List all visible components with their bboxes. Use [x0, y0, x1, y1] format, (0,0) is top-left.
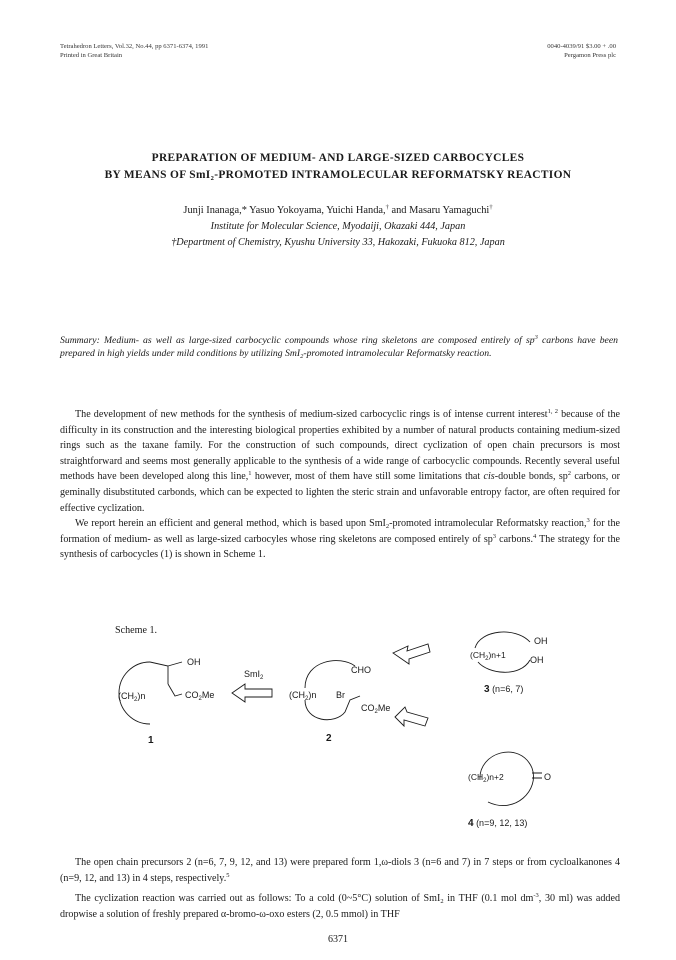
- dagger-mark: †: [385, 204, 389, 211]
- p1-sup-c: 2: [567, 470, 572, 478]
- authors-text: Junji Inanaga,* Yasuo Yokoyama, Yuichi Handa,: [183, 205, 386, 216]
- p2-sup-b: 3: [492, 532, 497, 540]
- paragraph-2: [60, 516, 620, 563]
- summary-label: Summary:: [60, 335, 100, 346]
- compound-1-oh: OH: [187, 657, 201, 667]
- p1-cis: cis: [483, 471, 495, 483]
- p2-text-e: The strategy for the synthesis of carbocycles (1) is shown in Scheme 1.: [60, 533, 620, 561]
- paragraph-4: [60, 891, 620, 922]
- summary: [60, 334, 618, 360]
- title-line-1: PREPARATION OF MEDIUM- AND LARGE-SIZED CARBOCYCLES: [151, 152, 525, 164]
- p2-text-c: for the formation of medium- as well as large-sized carbocyles whose ring skeletons are composed entirely of sp: [60, 518, 620, 545]
- p1-ref-a: 1, 2: [547, 408, 558, 415]
- p1-ref-b: 1: [248, 470, 252, 478]
- compound-2-ring-label: $(CH_2)n$: [289, 690, 317, 702]
- p2-text-d: carbons.: [496, 533, 534, 545]
- reaction-scheme: [0, 600, 676, 870]
- issn-price: 0040-4039/91 $3.00 + .00: [547, 43, 616, 50]
- p1-text-a: The development of new methods for the synthesis of medium-sized carbocyclic rings is of intense current interest: [75, 409, 548, 420]
- paragraph-3: [60, 855, 620, 886]
- summary-text-1: Medium- as well as large-sized carbocyclic compounds whose ring skeletons are composed entirely of sp: [99, 335, 535, 346]
- compound-1-ester: $CO_2Me$: [185, 690, 215, 702]
- summary-sub: 2: [300, 353, 304, 360]
- compound-1-number: 1: [148, 735, 154, 746]
- p4-text-b: in THF (0.1 mol dm: [443, 893, 534, 904]
- p4-text-a: The cyclization reaction was carried out as follows: To a cold (0~5°C) solution of SmI: [75, 893, 441, 904]
- summary-text-2: carbons have been prepared in high yields under mild conditions by utilizing SmI: [60, 335, 618, 359]
- body-continued: [60, 855, 620, 886]
- compound-3-oh-top: OH: [534, 636, 548, 646]
- compound-1-bonds: [150, 662, 182, 696]
- p2-text-b: -promoted intramolecular Reformatsky reaction,: [389, 518, 587, 530]
- title-line-2-end: -PROMOTED INTRAMOLECULAR REFORMATSKY REACTION: [214, 169, 572, 181]
- compound-2-br: Br: [336, 690, 345, 700]
- compound-3-ring-label: $(CH_2)n+1$: [470, 650, 506, 662]
- p1-text-c: however, most of them have still some limitations that: [251, 471, 484, 483]
- paragraph-1: [60, 407, 620, 516]
- scheme-label: Scheme 1.: [115, 625, 158, 636]
- affiliation-2: †Department of Chemistry, Kyushu University 33, Hakozaki, Fukuoka 812, Japan: [171, 237, 505, 248]
- body-intro: [60, 407, 620, 563]
- summary-sup: 3: [534, 334, 538, 341]
- compound-3-oh-bottom: OH: [530, 655, 544, 665]
- compound-2-chain-top: [305, 661, 355, 688]
- p2-ref-c: 4: [533, 532, 537, 540]
- paper-title: [40, 150, 636, 184]
- author-list: [40, 203, 636, 218]
- compound-2-number: 2: [326, 733, 332, 744]
- journal-header-left: [60, 42, 208, 60]
- p1-text-b: because of the difficulty in its construction and the interesting biological properties exhibited by a number of natural products containing medium-sized rings such as the taxane family. For the construction of such compounds, direct cyclization of open chain precursors is most straightforward and seems most generally applicable to the synthesis of a wide range of carbocyclic compounds. Recently several useful methods have been developed along this line,: [60, 409, 620, 483]
- p1-text-d: -double bonds, sp: [494, 471, 568, 483]
- p4-sup-a: -3: [533, 892, 539, 899]
- arrow-from-3: [393, 644, 430, 664]
- p2-ref-a: 3: [586, 517, 590, 525]
- compound-2-ester: $CO_2Me$: [361, 703, 391, 715]
- publisher: Pergamon Press plc: [564, 52, 616, 59]
- compound-1-ring-label: $(CH_2)n$: [118, 691, 146, 703]
- authors-last: and Masaru Yamaguchi: [388, 205, 490, 216]
- body-continued-2: [60, 891, 620, 922]
- p1-text-e: carbons, or geminally disubstituted carbonds, which can be expected to lighten the steric strain and unfavorable entropy factor, are often required for effective cyclization.: [60, 471, 620, 514]
- compound-4-ring-label: $(CH_2)n+2$: [468, 772, 504, 784]
- arrow-from-4: [395, 707, 428, 726]
- p3-ref: 5: [226, 871, 230, 879]
- journal-header-right: [547, 42, 616, 60]
- compound-3-ring-top: [475, 632, 530, 648]
- compound-4-oxygen: O: [544, 772, 552, 782]
- journal-citation: Tetrahedron Letters, Vol.32, No.44, pp 6371-6374, 1991: [60, 43, 209, 50]
- dagger-mark-2: †: [489, 204, 493, 211]
- title-line-2: [40, 167, 636, 184]
- reagent-label: SmI$_2$: [244, 669, 264, 681]
- page-number: 6371: [328, 934, 348, 945]
- compound-3-caption: 3 (n=6, 7): [484, 684, 524, 695]
- summary-text-3: -promoted intramolecular Reformatsky reaction.: [303, 348, 492, 359]
- compound-2-cho: CHO: [351, 665, 371, 675]
- printed-in: Printed in Great Britain: [60, 52, 123, 59]
- title-line-2-start: BY MEANS OF SmI: [104, 169, 211, 181]
- affiliation-1: Institute for Molecular Science, Myodaiji, Okazaki 444, Japan: [210, 221, 466, 232]
- title-subscript: 2: [210, 175, 215, 182]
- p2-text-a: We report herein an efficient and general method, which is based upon SmI: [75, 518, 386, 530]
- p3-text-a: The open chain precursors 2 (n=6, 7, 9, 12, and 13) were prepared form 1,ω-diols 3 (n=6 and 7) in 7 steps or from cycloalkanones 4 (n=9, 12, and 13) in 4 steps, respectively.: [60, 857, 620, 884]
- p2-sub-a: 2: [385, 523, 390, 531]
- compound-4-caption: 4 (n=9, 12, 13): [468, 818, 528, 829]
- p4-sub-a: 2: [440, 898, 444, 905]
- smi2-arrow: [232, 684, 272, 702]
- p4-text-c: , 30 ml) was added dropwise a solution of freshly prepared α-bromo-ω-oxo esters (2, 0.5 mmol) in THF: [60, 893, 620, 920]
